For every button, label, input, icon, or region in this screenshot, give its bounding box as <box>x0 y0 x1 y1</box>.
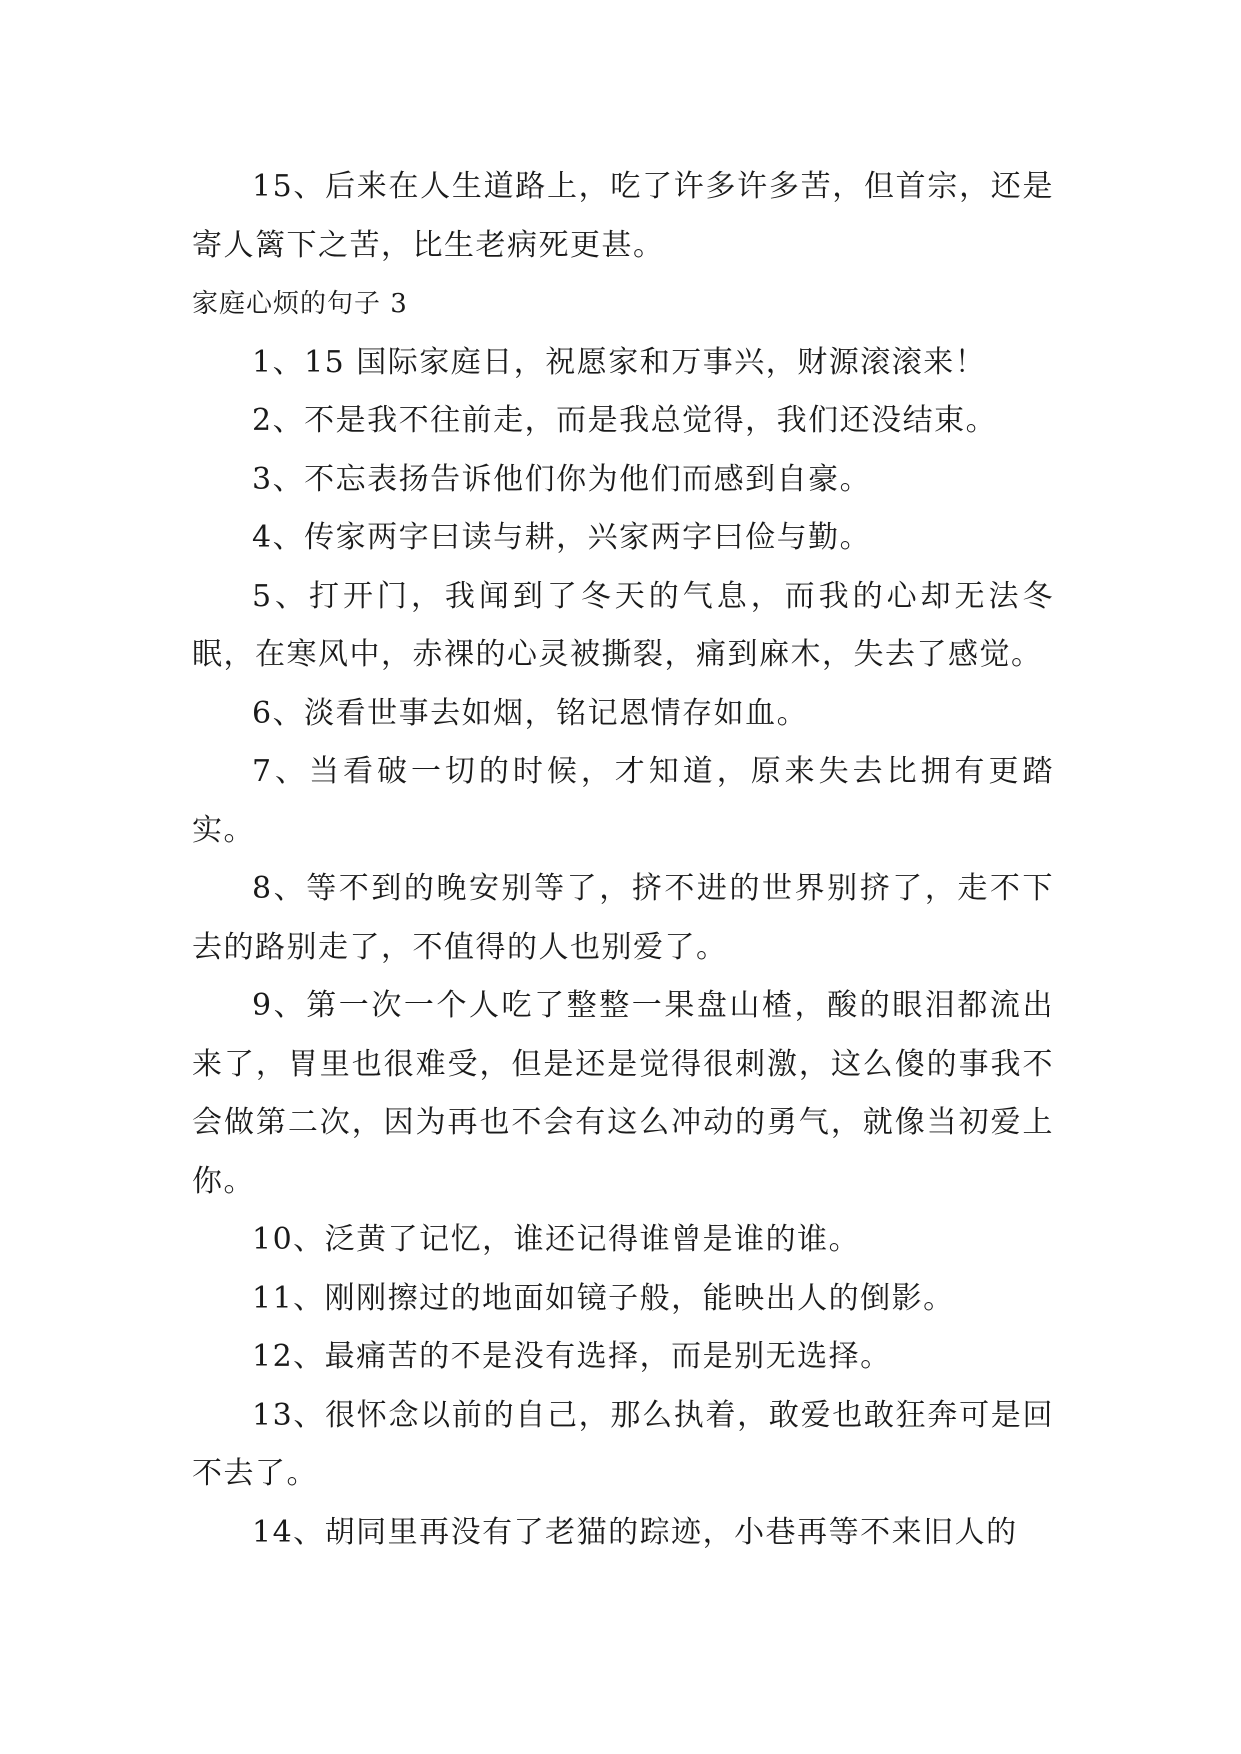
paragraph-item-6: 6、淡看世事去如烟，铭记恩情存如血。 <box>252 695 809 731</box>
paragraph-item-14: 14、胡同里再没有了老猫的踪迹，小巷再等不来旧人的 <box>252 1514 1018 1550</box>
paragraph-item-13: 13、很怀念以前的自己，那么执着，敢爱也敢狂奔可是回不去了。 <box>192 1397 1054 1491</box>
paragraph-item-10: 10、泛黄了记忆，谁还记得谁曾是谁的谁。 <box>252 1222 861 1257</box>
paragraph-item-5: 5、打开门，我闻到了冬天的气息，而我的心却无法冬眠，在寒风中，赤裸的心灵被撕裂，痛到麻木，失去了感觉。 <box>192 578 1054 672</box>
paragraph-item-2: 2、不是我不往前走，而是我总觉得，我们还没结束。 <box>252 403 998 438</box>
paragraph-item-1: 1、15 国际家庭日，祝愿家和万事兴，财源滚滚来！ <box>252 344 987 380</box>
section-heading: 家庭心烦的句子 3 <box>192 289 408 319</box>
document-body <box>192 158 1054 1562</box>
paragraph-item-4: 4、传家两字曰读与耕，兴家两字曰俭与勤。 <box>252 520 872 555</box>
paragraph-item-15-prev: 15、后来在人生道路上，吃了许多许多苦，但首宗，还是寄人篱下之苦，比生老病死更甚。 <box>192 169 1054 263</box>
paragraph-item-9: 9、第一次一个人吃了整整一果盘山楂，酸的眼泪都流出来了，胃里也很难受，但是还是觉得很刺激，这么傻的事我不会做第二次，因为再也不会有这么冲动的勇气，就像当初爱上你。 <box>192 988 1054 1199</box>
paragraph-item-7: 7、当看破一切的时候，才知道，原来失去比拥有更踏实。 <box>192 754 1054 848</box>
paragraph-item-11: 11、刚刚擦过的地面如镜子般，能映出人的倒影。 <box>252 1280 955 1316</box>
paragraph-item-12: 12、最痛苦的不是没有选择，而是别无选择。 <box>252 1339 892 1374</box>
paragraph-item-8: 8、等不到的晚安别等了，挤不进的世界别挤了，走不下去的路别走了，不值得的人也别爱了。 <box>192 871 1054 965</box>
paragraph-item-3: 3、不忘表扬告诉他们你为他们而感到自豪。 <box>252 461 872 497</box>
